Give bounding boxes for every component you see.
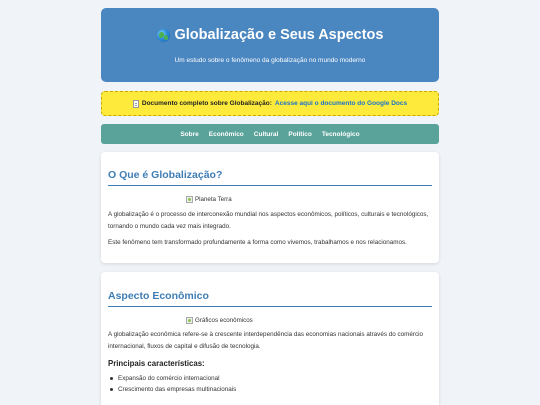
nav-item-tecnologico[interactable]: Tecnológico	[321, 130, 360, 138]
nav-item-cultural[interactable]: Cultural	[253, 130, 279, 138]
characteristics-list	[108, 373, 432, 395]
nav-item-politico[interactable]: Político	[288, 130, 312, 138]
google-docs-link[interactable]: Acesse aqui o documento do Google Docs	[274, 100, 408, 107]
list-item: Crescimento das empresas multinacionais	[108, 384, 432, 395]
page-title-row	[101, 27, 439, 43]
broken-image-icon	[186, 317, 193, 324]
page-subtitle: Um estudo sobre o fenômeno da globalização no mundo moderno	[174, 57, 366, 64]
section-title: O Que é Globalização?	[108, 169, 432, 186]
section-paragraph: Este fenômeno tem transformado profundamente a forma como vivemos, trabalhamos e nos relacionamos.	[108, 239, 407, 246]
page-header	[101, 8, 439, 82]
globe-icon	[157, 29, 170, 42]
nav-item-sobre[interactable]: Sobre	[180, 130, 199, 138]
economic-charts-image	[186, 317, 432, 324]
broken-image-icon	[186, 196, 193, 203]
section-paragraph: A globalização econômica refere-se à crescente interdependência das economias nacionais através do comércio internacional, fluxos de capital e difusão de tecnologia.	[108, 331, 424, 350]
section-economic	[101, 272, 439, 405]
page-title: Globalização e Seus Aspectos	[174, 27, 384, 43]
section-what-is	[101, 152, 439, 263]
document-icon	[133, 100, 139, 108]
image-alt-text: Gráficos econômicos	[195, 317, 253, 324]
image-alt-text: Planeta Terra	[195, 196, 232, 203]
list-item: Expansão do comércio internacional	[108, 373, 432, 384]
main-nav	[101, 124, 439, 144]
section-paragraph: A globalização é o processo de interconexão mundial nos aspectos econômicos, políticos, culturais e tecnológicos, tornando o mundo cada vez mais integrado.	[108, 211, 429, 230]
earth-image	[186, 196, 432, 203]
section-subheading: Principais características:	[108, 359, 205, 368]
section-title: Aspecto Econômico	[108, 290, 432, 307]
notice-label: Documento completo sobre Globalização:	[141, 100, 272, 107]
nav-item-economico[interactable]: Econômico	[208, 130, 244, 138]
document-notice	[101, 91, 439, 116]
